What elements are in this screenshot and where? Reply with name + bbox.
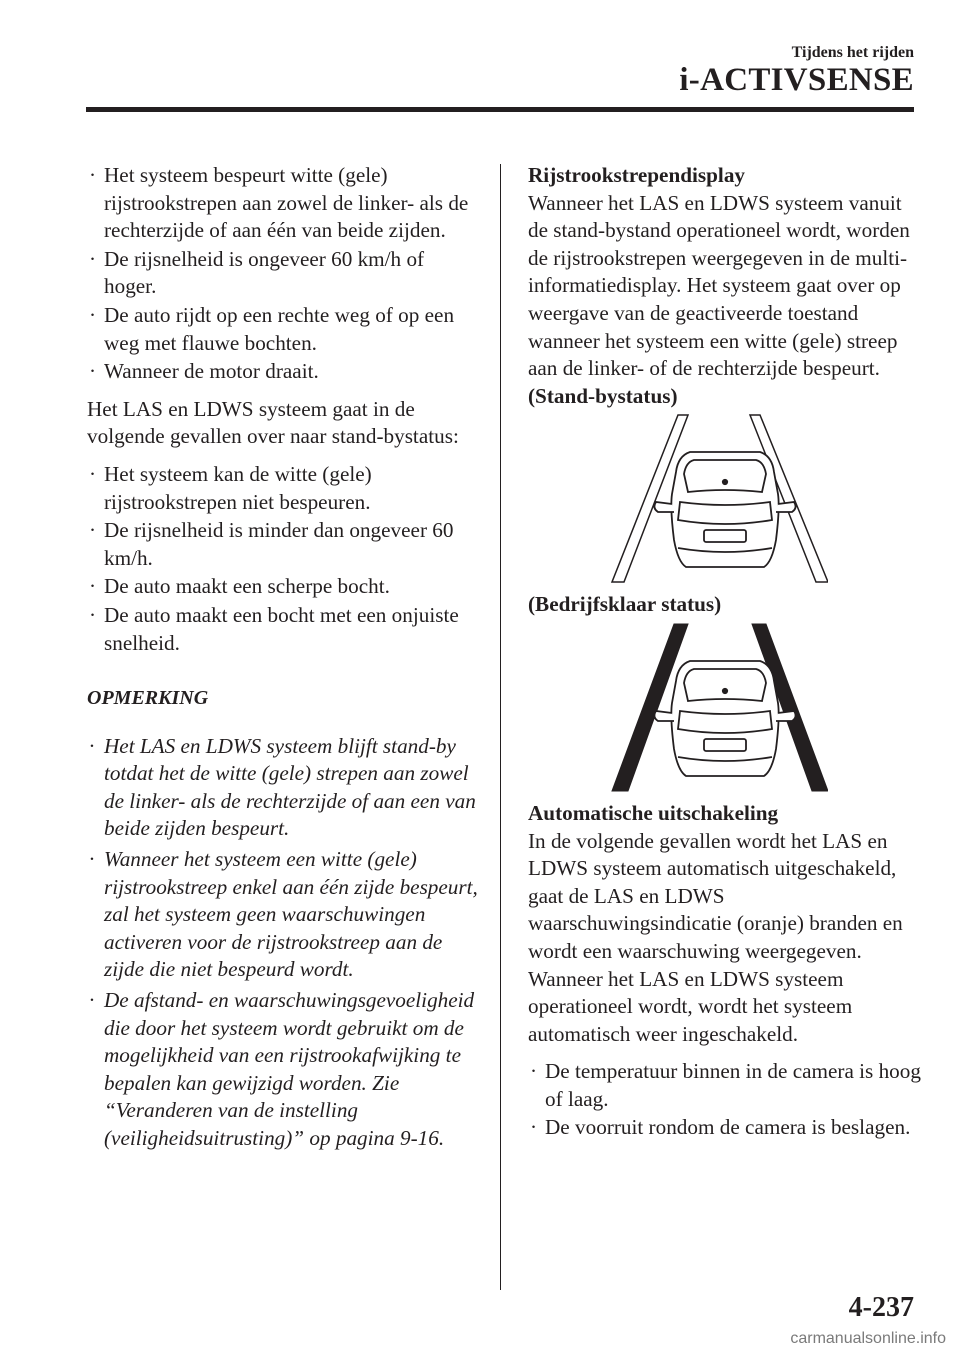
- note-heading: OPMERKING: [87, 687, 209, 710]
- auto-shutoff-paragraph: In de volgende gevallen wordt het LAS en LDWS systeem automatisch uitgeschakeld, gaat de LAS en LDWS waarschuwingsindicatie (oranje) branden en wordt een waarschuwing weergegeven. Wanneer het LAS en LDWS systeem operationeel wordt, wordt het systeem automatisch weer ingeschakeld.: [528, 828, 903, 1046]
- active-lane-illustration: [528, 621, 828, 796]
- car-rear-icon: [654, 452, 795, 567]
- list-item: · De afstand- en waarschuwingsgevoeligheid die door het systeem wordt gebruikt om de mogelijkheid van een rijstrookafwijking te bepalen kan gewijzigd worden. Zie “Veranderen van de instelling (veiligheidsuitrusting)” op pagina 9-16.: [87, 987, 479, 1153]
- list-item: · Het LAS en LDWS systeem blijft stand-by totdat het de witte (gele) strepen aan zowel de linker- als de rechterzijde of aan een van beide zijden bespeurt.: [87, 733, 479, 843]
- chapter-title: i-ACTIVSENSE: [679, 62, 914, 98]
- standby-lane-illustration: [528, 412, 828, 587]
- auto-shutoff-list: [528, 1058, 926, 1142]
- lane-display-paragraph: Wanneer het LAS en LDWS systeem vanuit de stand-bystand operationeel wordt, worden de rijstrookstrepen weergegeven in de multi-informatiedisplay. Het systeem gaat over op weergave van de geactiveerde toestand wanneer het systeem een witte (gele) streep aan de linker- of de rechterzijde bespeurt.: [528, 190, 910, 381]
- page-number: 4-237: [848, 1292, 914, 1323]
- header-rule: [86, 107, 914, 112]
- standby-conditions-list: [87, 461, 479, 657]
- right-column: [528, 162, 926, 1143]
- column-divider: [500, 164, 501, 1290]
- list-item: · De rijsnelheid is minder dan ongeveer 60 km/h.: [87, 517, 479, 572]
- list-item: · De voorruit rondom de camera is beslagen.: [528, 1114, 926, 1142]
- active-caption: (Bedrijfsklaar status): [528, 592, 722, 617]
- list-item: · De auto rijdt op een rechte weg of op een weg met flauwe bochten.: [87, 302, 479, 357]
- watermark: carmanualsonline.info: [790, 1330, 946, 1347]
- list-item: · Het systeem bespeurt witte (gele) rijstrookstrepen aan zowel de linker- als de rechterzijde of aan één van beide zijden.: [87, 162, 479, 245]
- left-column: [87, 162, 479, 1156]
- standby-intro-paragraph: Het LAS en LDWS systeem gaat in de volgende gevallen over naar stand-bystatus:: [87, 396, 459, 449]
- car-rear-icon: [654, 661, 795, 776]
- list-item: · De auto maakt een bocht met een onjuiste snelheid.: [87, 602, 479, 657]
- lane-display-heading: Rijstrookstrependisplay: [528, 163, 746, 187]
- list-item: · Wanneer de motor draait.: [87, 358, 479, 386]
- list-item: · Wanneer het systeem een witte (gele) rijstrookstreep enkel aan één zijde bespeurt, zal het systeem geen waarschuwingen activeren voor de rijstrookstreep aan de zijde die niet bespeurd wordt.: [87, 846, 479, 984]
- auto-shutoff-heading: Automatische uitschakeling: [528, 800, 779, 825]
- list-item: · Het systeem kan de witte (gele) rijstrookstrepen niet bespeuren.: [87, 461, 479, 516]
- note-list: [87, 733, 479, 1153]
- list-item: · De rijsnelheid is ongeveer 60 km/h of hoger.: [87, 246, 479, 301]
- standby-caption: (Stand-bystatus): [528, 383, 678, 408]
- activation-conditions-list: [87, 162, 479, 386]
- list-item: · De temperatuur binnen in de camera is hoog of laag.: [528, 1058, 926, 1113]
- section-title: Tijdens het rijden: [791, 44, 914, 61]
- list-item: · De auto maakt een scherpe bocht.: [87, 573, 479, 601]
